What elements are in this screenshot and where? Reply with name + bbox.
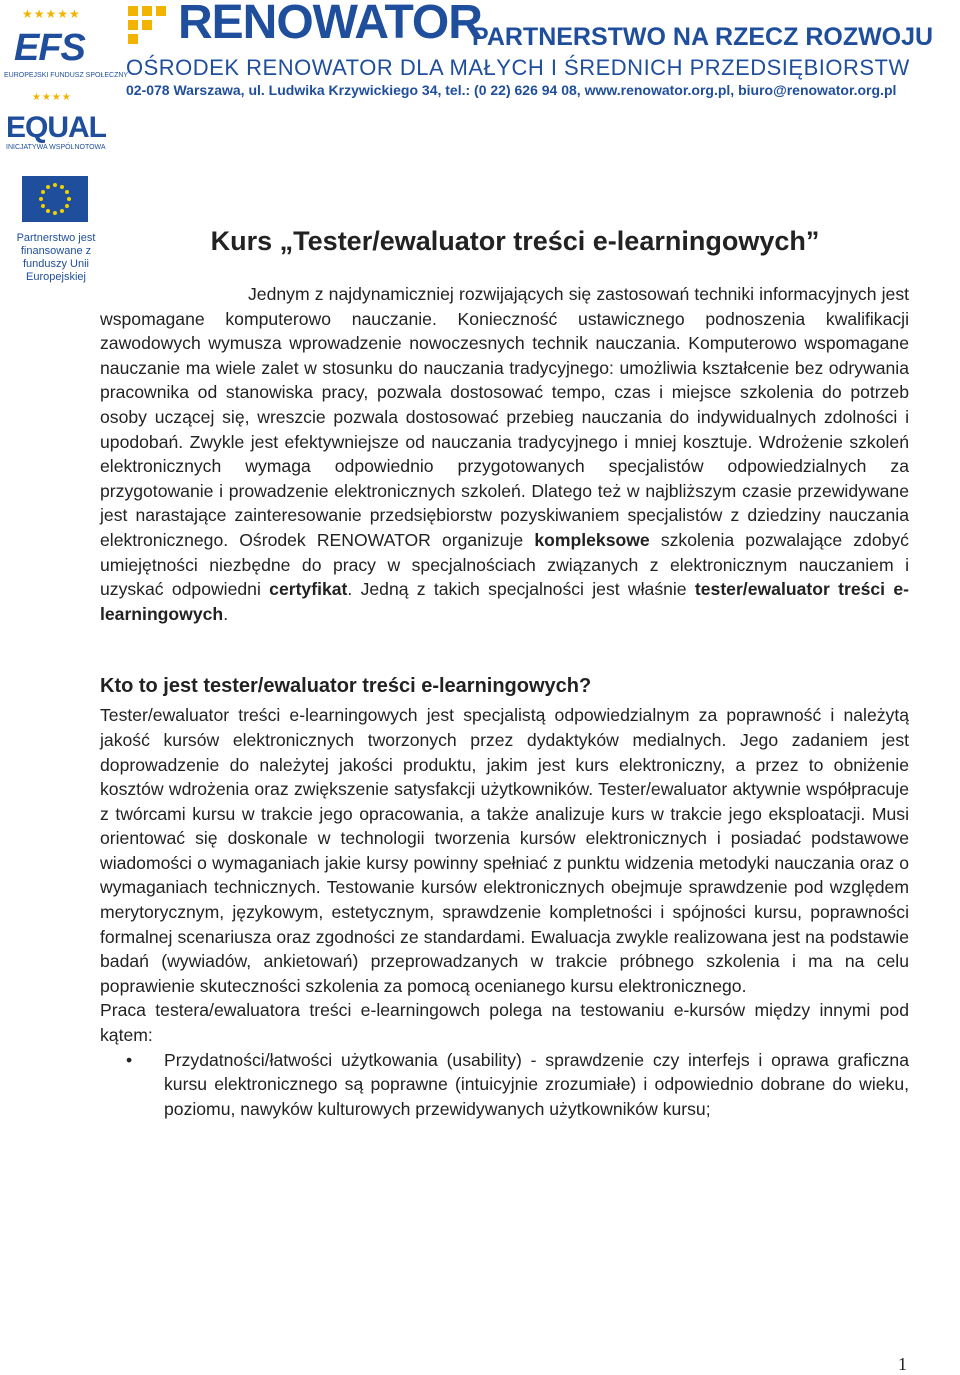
list-item	[126, 1048, 909, 1122]
intro-emphasis-certyfikat: certyfikat	[269, 579, 348, 600]
section-paragraph: Tester/ewaluator treści e-learningowych jest specjalistą odpowiedzialnym za poprawność i należytą jakość kursów elektronicznych tworzonych przez dydaktyków medialnych. Jego zadaniem jest doprowadzenie do należytej jakości produktu, jakim jest kurs elektroniczny, a przez to obniżenie kosztów wdrożenia oraz zwiększenie satysfakcji użytkowników. Tester/ewaluator aktywnie współpracuje z twórcami kursu w trakcie jego opracowania, a także analizuje kurs w trakcie jego eksploatacji. Musi orientować się doskonale w technologii tworzenia kursów elektronicznych i posiadać podstawowe wiadomości o wymaganiach jakie kursy powinny spełniać z punktu widzenia metodyki nauczania oraz o wymaganiach technicznych. Testowanie kursów elektronicznych obejmuje sprawdzenie pod względem merytorycznym, językowym, estetycznym, sprawdzenie kompletności i spójności kursu, poprawności formalnej scenariusza oraz zgodności ze standardami. Ewaluacja zwykle realizowana jest na podstawie badań (wywiadów, ankietowań) przeprowadzanych w trakcie próbnego szkolenia i ma na celu poprawienie skuteczności szkolenia za pomocą ocenianego kursu elektronicznego.	[100, 705, 909, 996]
equal-logo-text: EQUAL	[6, 111, 106, 144]
brand-tagline: PARTNERSTWO NA RZECZ ROZWOJU	[472, 23, 934, 51]
intro-text: szkolenia pozwalające zdobyć umiejętności niezbędne do pracy w specjalnościach związanych z elektronicznym nauczaniem i uzyskać odpowiedni	[100, 529, 909, 600]
intro-paragraph	[100, 282, 909, 626]
efs-logo	[4, 7, 129, 86]
eu-stars-icon	[22, 176, 88, 222]
requirements-list	[100, 1048, 909, 1122]
page-number: 1	[898, 1354, 907, 1374]
intro-text: . Jedną z takich specjalności jest właśnie	[347, 579, 695, 600]
bullet-icon: •	[126, 1049, 133, 1070]
organization-address: 02-078 Warszawa, ul. Ludwika Krzywickiego 34, tel.: (0 22) 626 94 08, www.renowator.org.pl, biuro@renowator.org.pl	[126, 82, 897, 98]
work-intro-paragraph: Praca testera/ewaluatora treści e-learningowch polega na testowaniu e-kursów między innymi pod kątem:	[100, 1000, 909, 1046]
equal-logo	[4, 92, 108, 158]
brand-name: RENOWATOR	[178, 0, 482, 49]
intro-emphasis-kompleksowe: kompleksowe	[534, 529, 650, 550]
intro-text: .	[223, 603, 229, 624]
efs-logo-subtitle: EUROPEJSKI FUNDUSZ SPOŁECZNY	[4, 72, 129, 79]
star-icons: ★★★★	[32, 92, 72, 103]
intro-emphasis-specialty: tester/ewaluator treści e-learningowych	[100, 579, 909, 624]
eu-funding-text: Partnerstwo jest finansowane z funduszy Unii Europejskiej	[16, 232, 96, 283]
renowator-brand	[120, 0, 960, 100]
eu-flag-icon	[22, 176, 88, 222]
equal-logo-subtitle: INICJATYWA WSPÓLNOTOWA	[6, 144, 106, 151]
document-title: Kurs „Tester/ewaluator treści e-learningowych”	[210, 226, 820, 256]
list-item-text: Przydatności/łatwości użytkowania (usability) - sprawdzenie czy interfejs i oprawa graficzna kursu elektronicznego są poprawne (intuicyjnie zrozumiałe) i odpowiednio dobrane do wieku, poziomu, nawyków kulturowych przewidywanych użytkowników kursu;	[164, 1049, 909, 1119]
renowator-mark-icon	[126, 4, 168, 44]
star-icons: ★★★★★	[22, 7, 81, 21]
organization-name: OŚRODEK RENOWATOR DLA MAŁYCH I ŚREDNICH PRZEDSIĘBIORSTW	[126, 55, 910, 80]
document-body	[100, 282, 909, 1121]
efs-logo-text: EFS	[14, 27, 85, 69]
intro-text: Jednym z najdynamiczniej rozwijających się zastosowań techniki informacyjnych jest wspomagane komputerowo nauczanie. Konieczność ustawicznego podnoszenia kwalifikacji zawodowych wymusza wprowadzenie nowoczesnych technik nauczania. Komputerowo wspomagane nauczanie ma wiele zalet w stosunku do nauczania tradycyjnego: umożliwia kształcenie bez odrywania pracownika od stanowiska pracy, pozwala dostosować tempo, czas i miejsce szkolenia do potrzeb osoby uczącej się, wreszcie pozwala dostosować przebieg nauczania do indywidualnych zdolności i upodobań. Zwykle jest efektywniejsze od nauczania tradycyjnego i mniej kosztuje. Wdrożenie szkoleń elektronicznych wymaga odpowiednio przygotowanych specjalistów odpowiedzialnych za przygotowanie i prowadzenie elektronicznych szkoleń. Dlatego też w najbliższym czasie przewidywane jest narastające zainteresowanie przedsiębiorstw pozyskiwaniem specjalistów z dziedziny nauczania elektronicznego. Ośrodek RENOWATOR organizuje	[100, 284, 909, 550]
section-heading: Kto to jest tester/ewaluator treści e-learningowych?	[100, 675, 592, 698]
